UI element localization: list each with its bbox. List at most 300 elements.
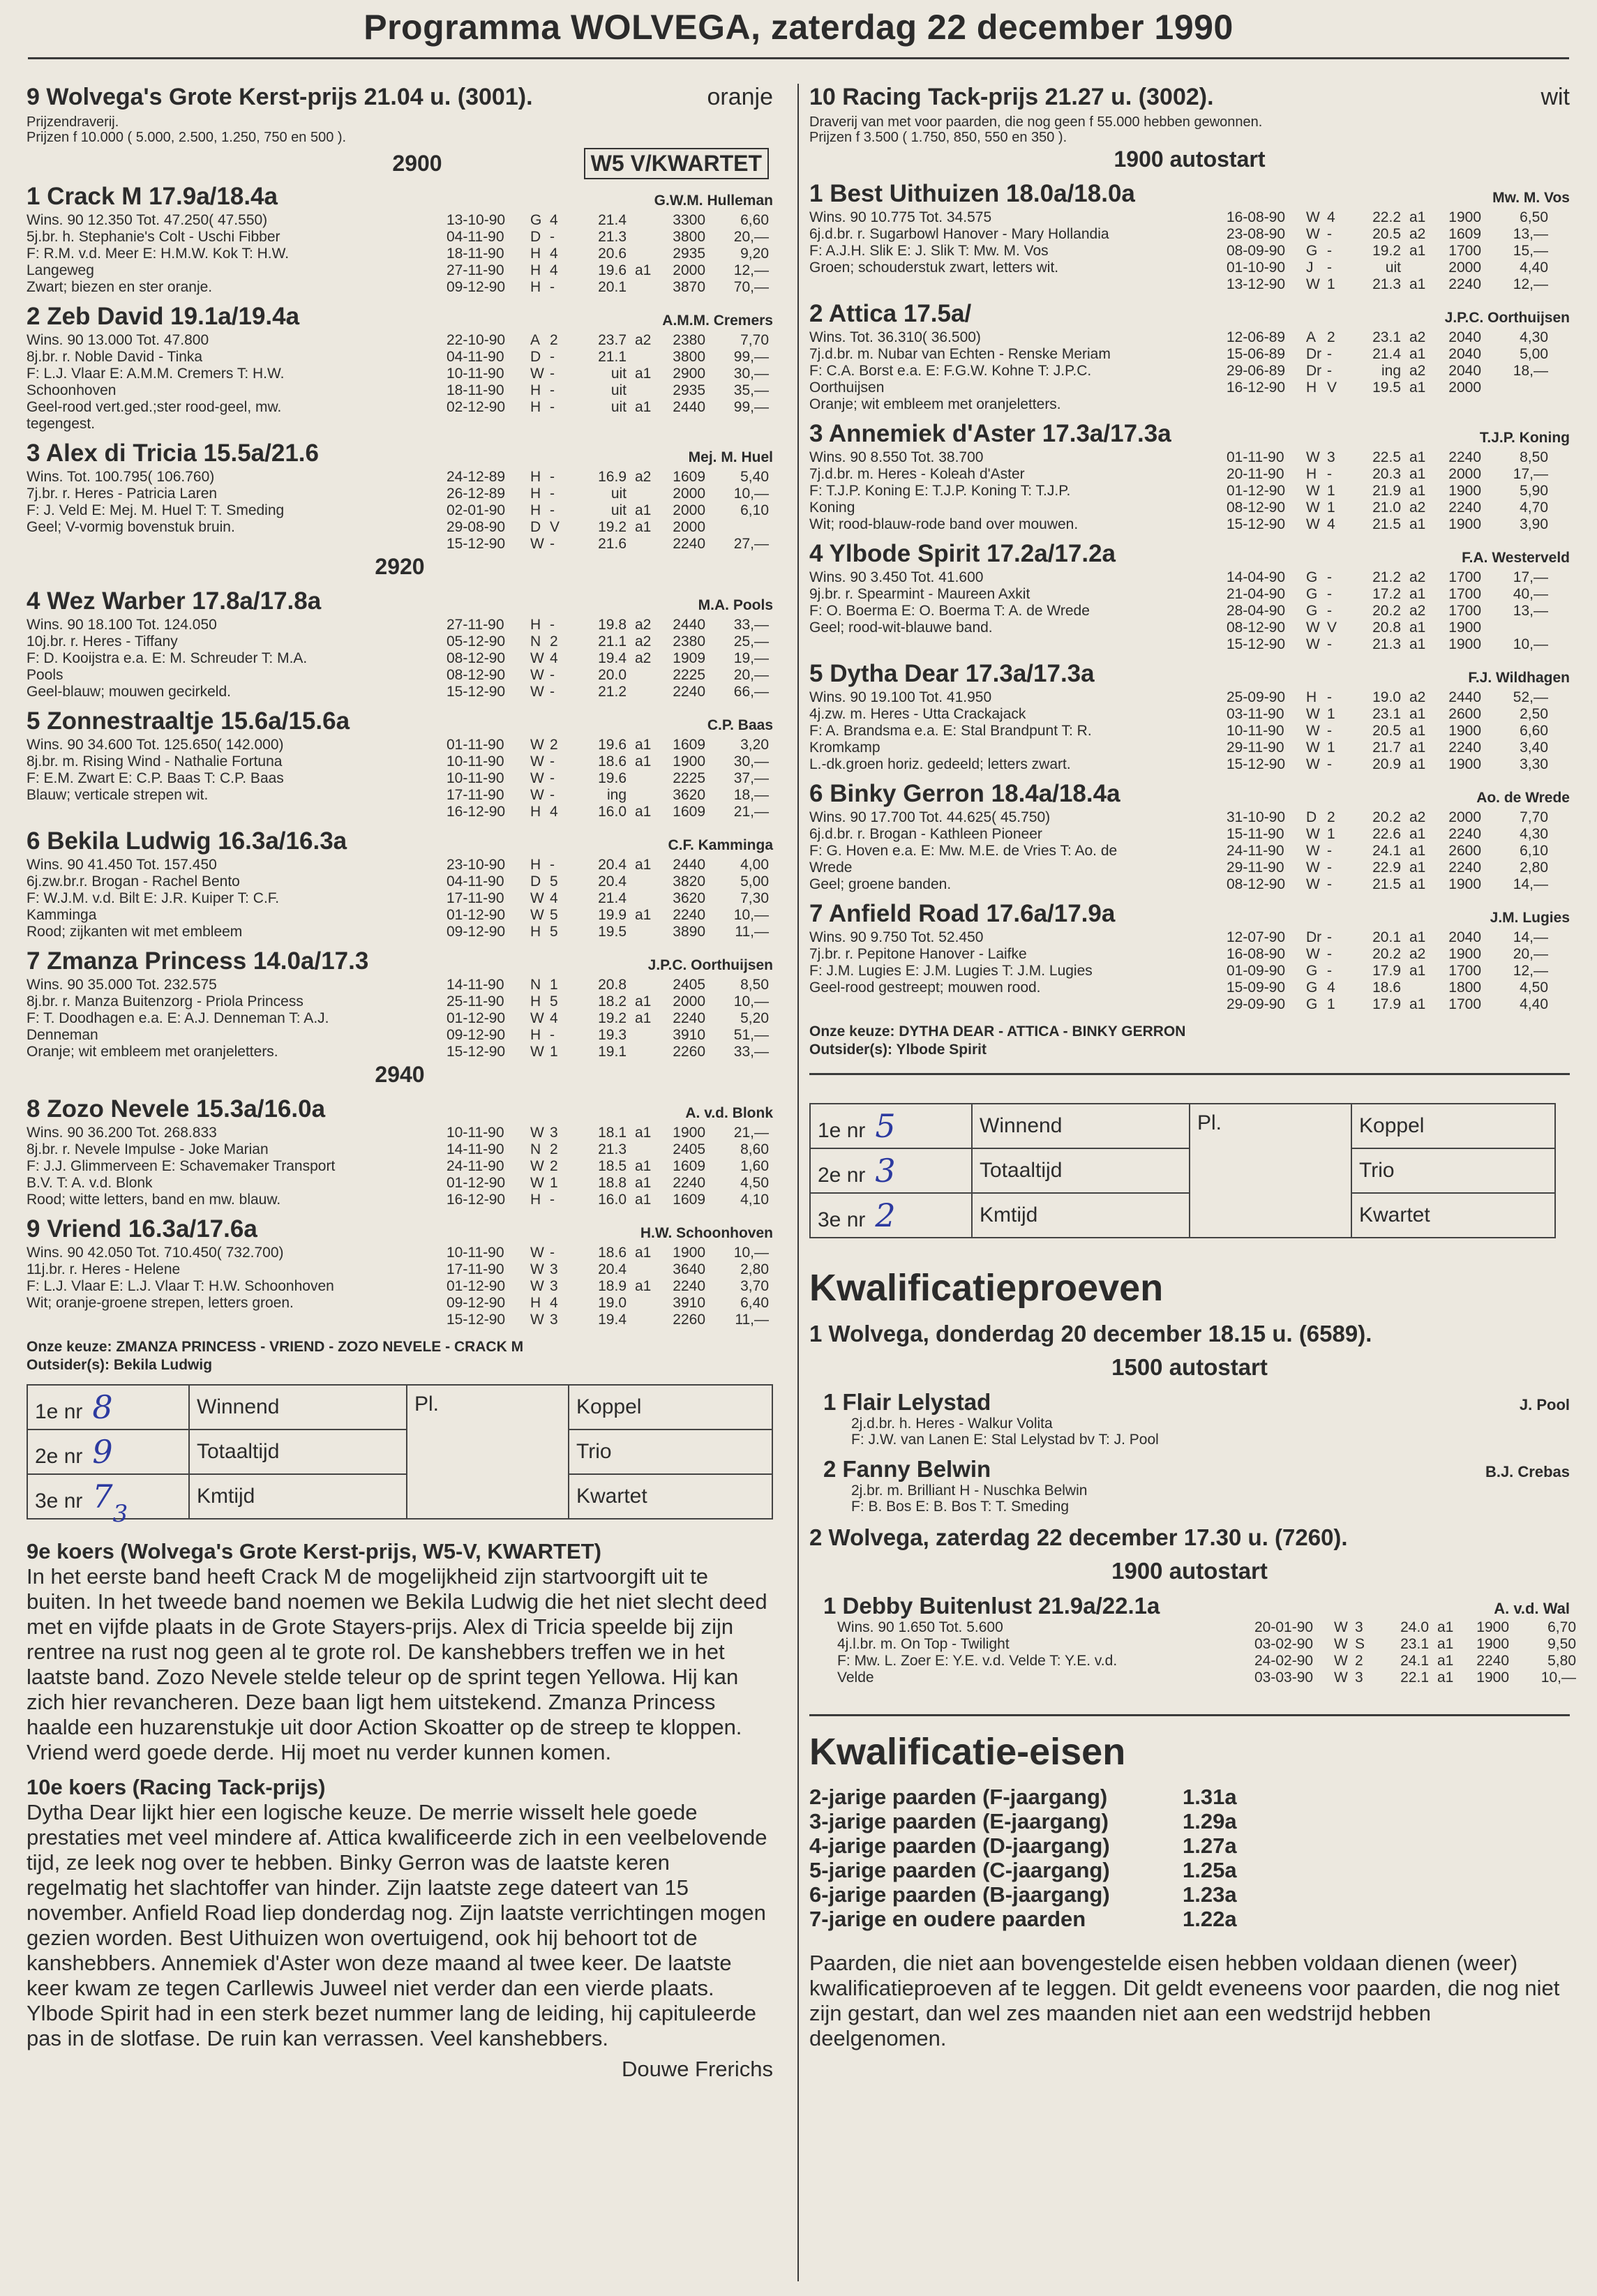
- performance-cell: 7,70: [1520, 809, 1548, 825]
- performance-cell: a2: [635, 617, 652, 633]
- race10-title: 10 Racing Tack-prijs 21.27 u. (3002).: [809, 84, 1214, 110]
- performance-cell: 99,—: [733, 349, 769, 365]
- race10-sub2: Prijzen f 3.500 ( 1.750, 850, 550 en 350 ).: [809, 130, 1067, 145]
- performance-cell: 30,—: [733, 366, 769, 382]
- performance-cell: a2: [635, 650, 652, 666]
- info-line: F: A.J.H. Slik E: J. Slik T: Mw. M. Vos: [809, 243, 1049, 259]
- performance-cell: a1: [1409, 860, 1426, 876]
- performance-row: [809, 980, 1570, 996]
- race9-outsider: Outsider(s): Bekila Ludwig: [27, 1357, 213, 1373]
- performance-cell: H: [530, 924, 541, 940]
- performance-cell: 17-11-90: [447, 1261, 504, 1277]
- info-line: 8j.br. m. Rising Wind - Nathalie Fortuna: [27, 753, 283, 770]
- performance-cell: 29-11-90: [1227, 860, 1284, 876]
- horse-entry: [809, 780, 1570, 893]
- performance-cell: -: [1327, 723, 1332, 739]
- performance-cell: 10-11-90: [1227, 723, 1284, 739]
- performance-cell: 51,—: [733, 1027, 769, 1043]
- age-class: 5-jarige paarden (C-jaargang): [809, 1858, 1110, 1882]
- performance-row: [27, 1175, 773, 1192]
- performance-row: [27, 1125, 773, 1141]
- age-class: 6-jarige paarden (B-jaargang): [809, 1882, 1110, 1907]
- performance-row: [809, 946, 1570, 963]
- performance-cell: D: [530, 519, 541, 535]
- performance-cell: 4: [550, 1010, 558, 1026]
- performance-cell: 17.9: [1372, 996, 1401, 1012]
- info-line: 6j.d.br. r. Brogan - Kathleen Pioneer: [809, 826, 1042, 842]
- performance-row: [27, 633, 773, 650]
- horse-details: [809, 569, 1570, 653]
- performance-cell: a2: [1409, 946, 1426, 962]
- info-line: Wit; rood-blauw-rode band over mouwen.: [809, 516, 1079, 532]
- performance-cell: 70,—: [733, 279, 769, 295]
- eisen-row: [809, 1785, 1570, 1809]
- distance-label: 2900: [392, 151, 442, 176]
- horse-details: [809, 929, 1570, 1013]
- horse-details: [809, 1619, 1576, 1686]
- performance-cell: 6,10: [740, 502, 769, 518]
- age-class: 7-jarige en oudere paarden: [809, 1907, 1086, 1931]
- performance-cell: 15-12-90: [447, 684, 506, 700]
- performance-row: [809, 723, 1570, 740]
- performance-cell: W: [1334, 1619, 1348, 1635]
- performance-cell: 14-11-90: [447, 1141, 504, 1157]
- performance-cell: 20.2: [1372, 946, 1401, 962]
- performance-row: [27, 399, 773, 416]
- info-line: Kromkamp: [809, 740, 880, 756]
- performance-cell: 1700: [1448, 996, 1481, 1012]
- performance-cell: 1900: [1476, 1670, 1509, 1686]
- performance-cell: 2935: [673, 246, 705, 262]
- performance-cell: 1700: [1448, 569, 1481, 585]
- horse-name: 4 Ylbode Spirit 17.2a/17.2a: [809, 540, 1116, 567]
- performance-cell: 2000: [673, 262, 705, 278]
- performance-cell: 1609: [673, 804, 705, 820]
- performance-cell: 1609: [673, 1192, 705, 1208]
- performance-cell: 09-12-90: [447, 1295, 506, 1311]
- info-line: Velde: [837, 1670, 874, 1686]
- performance-cell: 21.5: [1372, 516, 1401, 532]
- performance-cell: a1: [1409, 620, 1426, 636]
- kwal-session-1-horses: [809, 1389, 1570, 1515]
- performance-cell: 3300: [673, 212, 705, 228]
- performance-cell: 16-12-90: [447, 1192, 506, 1208]
- performance-cell: 22.1: [1400, 1670, 1429, 1686]
- performance-cell: H: [1306, 689, 1317, 705]
- performance-cell: 4: [550, 804, 558, 820]
- performance-cell: 6,50: [1520, 209, 1548, 225]
- performance-cell: -: [550, 787, 555, 803]
- horse-header: [27, 827, 773, 857]
- info-line: Wins. 90 3.450 Tot. 41.600: [809, 569, 984, 585]
- bet-row2: [810, 1148, 972, 1193]
- performance-row: [809, 329, 1570, 346]
- performance-cell: W: [530, 787, 544, 803]
- performance-row: [837, 1653, 1597, 1670]
- race10-start: 1900 autostart: [1114, 147, 1266, 172]
- performance-cell: 3: [550, 1278, 558, 1294]
- performance-cell: 3,40: [1520, 740, 1548, 756]
- performance-cell: 15-12-90: [447, 536, 506, 552]
- performance-cell: -: [1327, 929, 1332, 945]
- performance-cell: a1: [635, 1125, 652, 1141]
- performance-cell: 19.2: [598, 519, 627, 535]
- performance-cell: 04-11-90: [447, 873, 504, 890]
- info-line: Schoonhoven: [27, 382, 117, 398]
- performance-row: [809, 276, 1570, 293]
- performance-cell: a1: [635, 753, 652, 770]
- performance-cell: W: [530, 907, 544, 923]
- performance-cell: a1: [1409, 740, 1426, 756]
- performance-cell: G: [1306, 996, 1318, 1012]
- performance-cell: a1: [635, 1245, 652, 1261]
- performance-row: [809, 706, 1570, 723]
- performance-cell: 4,00: [740, 857, 769, 873]
- performance-row: [809, 929, 1570, 946]
- performance-cell: 2380: [673, 332, 705, 348]
- info-line: F: J.M. Lugies E: J.M. Lugies T: J.M. Lugies: [809, 963, 1093, 979]
- performance-row: [27, 1245, 773, 1261]
- performance-cell: 19.2: [598, 1010, 627, 1026]
- performance-cell: W: [1306, 500, 1320, 516]
- trainer-name: J.P.C. Oorthuijsen: [1444, 310, 1570, 326]
- performance-cell: -: [1327, 346, 1332, 362]
- horse-details: [809, 689, 1570, 773]
- bet-label: 2e nr: [35, 1445, 83, 1468]
- performance-cell: 21.4: [1372, 346, 1401, 362]
- handwritten-number: 3: [875, 1152, 896, 1190]
- performance-row: [837, 1619, 1597, 1636]
- performance-cell: 01-09-90: [1227, 963, 1286, 979]
- performance-cell: 20,—: [733, 667, 769, 683]
- performance-cell: 22.9: [1372, 860, 1401, 876]
- performance-cell: 1: [1327, 276, 1335, 292]
- handwritten-number: 2: [875, 1196, 896, 1234]
- info-line: 7j.d.br. m. Heres - Koleah d'Aster: [809, 466, 1025, 482]
- performance-cell: a1: [1409, 963, 1426, 979]
- performance-row: [837, 1670, 1597, 1686]
- performance-cell: 4,30: [1520, 826, 1548, 842]
- info-line: L.-dk.groen horiz. gedeeld; letters zwart.: [809, 756, 1071, 772]
- performance-row: [27, 262, 773, 279]
- horse-name: 1 Flair Lelystad: [823, 1389, 991, 1415]
- performance-cell: 08-12-90: [1227, 500, 1286, 516]
- performance-row: [809, 603, 1570, 620]
- info-line: Geel; rood-wit-blauwe band.: [809, 620, 993, 636]
- handwritten-number: 7: [92, 1478, 113, 1515]
- performance-cell: H: [530, 279, 541, 295]
- performance-cell: -: [550, 1192, 555, 1208]
- commentary: [27, 1539, 773, 2082]
- column-divider: [797, 84, 799, 2281]
- horse-name: 3 Annemiek d'Aster 17.3a/17.3a: [809, 420, 1171, 447]
- bet-koppel: Koppel: [569, 1385, 772, 1430]
- performance-cell: a2: [1409, 226, 1426, 242]
- performance-row: [809, 876, 1570, 893]
- kwal-session-2-horse: [809, 1593, 1576, 1686]
- performance-row: [809, 449, 1570, 466]
- performance-cell: 15-12-90: [447, 1312, 506, 1328]
- performance-cell: 09-12-90: [447, 279, 506, 295]
- performance-cell: 4: [1327, 980, 1335, 996]
- horse-header: [809, 540, 1570, 569]
- performance-cell: 3910: [673, 1295, 705, 1311]
- performance-cell: W: [530, 1175, 544, 1191]
- performance-cell: 14-11-90: [447, 977, 504, 993]
- performance-cell: 2,50: [1520, 706, 1548, 722]
- bet-winnend: Winnend: [189, 1385, 407, 1430]
- info-line: 7j.br. r. Pepitone Hanover - Laifke: [809, 946, 1027, 962]
- performance-cell: 18.1: [598, 1125, 627, 1141]
- horse-header: [27, 1095, 773, 1125]
- info-line: Wins. 90 35.000 Tot. 232.575: [27, 977, 217, 993]
- horse-name: 7 Anfield Road 17.6a/17.9a: [809, 900, 1116, 927]
- performance-cell: 01-10-90: [1227, 260, 1286, 276]
- trainer-name: C.F. Kamminga: [668, 837, 773, 853]
- performance-cell: 2040: [1448, 363, 1481, 379]
- performance-row: [27, 486, 773, 502]
- info-line: Geel-rood vert.ged.;ster rood-geel, mw.: [27, 399, 282, 415]
- horse-entry: [27, 947, 773, 1060]
- right-column: [809, 84, 1576, 2051]
- performance-cell: 33,—: [733, 617, 769, 633]
- performance-cell: 22.6: [1372, 826, 1401, 842]
- performance-cell: -: [550, 279, 555, 295]
- performance-cell: a1: [635, 857, 652, 873]
- performance-cell: W: [1306, 756, 1320, 772]
- horse-header: [27, 303, 773, 332]
- performance-cell: 16.0: [598, 1192, 627, 1208]
- performance-cell: 15-12-90: [1227, 636, 1286, 652]
- trainer-name: J.P.C. Oorthuijsen: [647, 957, 773, 973]
- performance-cell: 18.6: [598, 753, 627, 770]
- info-line: tegengest.: [27, 416, 96, 432]
- handwritten-number: 8: [92, 1388, 113, 1426]
- performance-cell: 01-11-90: [447, 737, 504, 753]
- info-line: Wins. 90 19.100 Tot. 41.950: [809, 689, 992, 705]
- performance-cell: N: [530, 1141, 541, 1157]
- performance-cell: 99,—: [733, 399, 769, 415]
- bet-row3: [810, 1193, 972, 1238]
- performance-cell: 2: [550, 633, 558, 650]
- info-line: Wins. 90 42.050 Tot. 710.450( 732.700): [27, 1245, 284, 1261]
- performance-cell: 16-08-90: [1227, 946, 1286, 962]
- performance-cell: 1: [550, 1175, 558, 1191]
- performance-cell: 23-10-90: [447, 857, 506, 873]
- performance-cell: -: [1327, 843, 1332, 859]
- performance-cell: 27-11-90: [447, 617, 504, 633]
- performance-cell: V: [1327, 620, 1337, 636]
- performance-cell: H: [530, 399, 541, 415]
- performance-cell: a1: [1437, 1653, 1454, 1669]
- info-line: Kamminga: [27, 907, 97, 923]
- bet-kmtijd: Kmtijd: [972, 1193, 1190, 1238]
- performance-cell: a1: [1409, 466, 1426, 482]
- trainer-name: M.A. Pools: [698, 597, 773, 613]
- bet-row1: [810, 1104, 972, 1148]
- horse-details: [809, 449, 1570, 533]
- performance-cell: 27-11-90: [447, 262, 504, 278]
- performance-table: [809, 449, 1570, 533]
- performance-cell: A: [1306, 329, 1317, 345]
- horse-details: [27, 1245, 773, 1328]
- performance-cell: 18,—: [1513, 363, 1548, 379]
- performance-cell: W: [530, 1312, 544, 1328]
- trainer-name: T.J.P. Koning: [1479, 430, 1570, 446]
- performance-cell: W: [1334, 1636, 1348, 1652]
- performance-cell: 03-03-90: [1254, 1670, 1314, 1686]
- performance-cell: 5: [550, 873, 558, 890]
- performance-cell: a1: [635, 262, 652, 278]
- performance-cell: 01-12-90: [447, 1175, 506, 1191]
- performance-cell: 1900: [1448, 876, 1481, 892]
- performance-cell: 13,—: [1513, 226, 1548, 242]
- bet-label: 3e nr: [35, 1490, 83, 1513]
- performance-cell: a1: [1409, 706, 1426, 722]
- performance-cell: -: [550, 617, 555, 633]
- performance-row: [809, 826, 1570, 843]
- performance-cell: 19.1: [598, 1044, 627, 1060]
- performance-cell: W: [1306, 276, 1320, 292]
- horse-details: [809, 209, 1570, 293]
- performance-cell: 04-11-90: [447, 229, 504, 245]
- info-line: F: L.J. Vlaar E: A.M.M. Cremers T: H.W.: [27, 366, 285, 382]
- performance-cell: W: [1306, 620, 1320, 636]
- performance-cell: 20.6: [598, 246, 627, 262]
- performance-row: [27, 349, 773, 366]
- performance-cell: W: [1306, 723, 1320, 739]
- trainer-name: Mw. M. Vos: [1492, 190, 1570, 206]
- performance-cell: 17-11-90: [447, 787, 504, 803]
- info-line: Groen; schouderstuk zwart, letters wit.: [809, 260, 1059, 276]
- trainer-name: A.M.M. Cremers: [662, 313, 773, 329]
- info-line: Geel; groene banden.: [809, 876, 952, 892]
- bet-label: 1e nr: [818, 1119, 866, 1142]
- performance-row: [27, 469, 773, 486]
- performance-cell: W: [1306, 483, 1320, 499]
- performance-cell: W: [1306, 636, 1320, 652]
- performance-cell: -: [550, 486, 555, 502]
- performance-cell: a1: [1409, 346, 1426, 362]
- info-line: F: T. Doodhagen e.a. E: A.J. Denneman T: A.J.: [27, 1010, 329, 1026]
- performance-cell: 1900: [673, 1125, 705, 1141]
- performance-cell: 1900: [1476, 1619, 1509, 1635]
- performance-cell: 4: [1327, 209, 1335, 225]
- performance-cell: 20.4: [598, 873, 627, 890]
- performance-cell: 21.5: [1372, 876, 1401, 892]
- info-line: F: D. Kooijstra e.a. E: M. Schreuder T: M.A.: [27, 650, 308, 666]
- performance-cell: 20.5: [1372, 723, 1401, 739]
- performance-cell: -: [550, 857, 555, 873]
- performance-cell: 01-11-90: [1227, 449, 1284, 465]
- performance-cell: 12-06-89: [1227, 329, 1286, 345]
- performance-row: [27, 1312, 773, 1328]
- performance-cell: 27,—: [733, 536, 769, 552]
- performance-cell: 23.1: [1372, 706, 1401, 722]
- performance-cell: a1: [1409, 586, 1426, 602]
- performance-cell: 15-11-90: [1227, 826, 1284, 842]
- performance-cell: 21,—: [733, 804, 769, 820]
- info-line: Wins. 90 8.550 Tot. 38.700: [809, 449, 984, 465]
- performance-cell: 21.0: [1372, 500, 1401, 516]
- performance-cell: 5: [550, 907, 558, 923]
- performance-cell: 1609: [1448, 226, 1481, 242]
- performance-cell: a2: [1409, 500, 1426, 516]
- performance-row: [27, 536, 773, 553]
- performance-cell: 40,—: [1513, 586, 1548, 602]
- performance-cell: 19.2: [1372, 243, 1401, 259]
- performance-row: [809, 380, 1570, 396]
- performance-cell: 21-04-90: [1227, 586, 1286, 602]
- performance-row: [27, 857, 773, 873]
- performance-cell: 02-01-90: [447, 502, 506, 518]
- performance-cell: 2: [1327, 809, 1335, 825]
- performance-cell: 2,80: [1520, 860, 1548, 876]
- performance-cell: 09-12-90: [447, 1027, 506, 1043]
- performance-cell: 18-11-90: [447, 246, 504, 262]
- performance-cell: 4: [550, 246, 558, 262]
- bet-trio: Trio: [569, 1430, 772, 1474]
- info-line: F: J. Veld E: Mej. M. Huel T: T. Smeding: [27, 502, 285, 518]
- performance-cell: 25-09-90: [1227, 689, 1286, 705]
- performance-cell: a1: [1409, 380, 1426, 396]
- performance-cell: 1700: [1448, 963, 1481, 979]
- performance-row: [809, 756, 1570, 773]
- performance-cell: 2240: [673, 1278, 705, 1294]
- performance-cell: G: [1306, 569, 1318, 585]
- performance-cell: 29-09-90: [1227, 996, 1286, 1012]
- performance-cell: a1: [1409, 756, 1426, 772]
- performance-cell: 20-11-90: [1227, 466, 1284, 482]
- performance-cell: 5,80: [1547, 1653, 1576, 1669]
- performance-cell: 17,—: [1513, 466, 1548, 482]
- info-line: 10j.br. r. Heres - Tiffany: [27, 633, 178, 650]
- performance-cell: 2440: [673, 399, 705, 415]
- performance-cell: 21.2: [1372, 569, 1401, 585]
- performance-cell: 21.3: [598, 229, 627, 245]
- performance-cell: W: [530, 1010, 544, 1026]
- performance-cell: W: [530, 753, 544, 770]
- performance-cell: 08-12-90: [447, 667, 506, 683]
- performance-cell: -: [550, 536, 555, 552]
- performance-cell: 2040: [1448, 329, 1481, 345]
- performance-row: [27, 1044, 773, 1060]
- performance-cell: H: [530, 246, 541, 262]
- performance-cell: H: [530, 993, 541, 1010]
- performance-cell: H: [530, 262, 541, 278]
- performance-cell: a1: [1409, 723, 1426, 739]
- performance-cell: W: [1306, 740, 1320, 756]
- horse-details: [809, 809, 1570, 893]
- handwritten-number: 9: [92, 1433, 113, 1471]
- performance-cell: 29-06-89: [1227, 363, 1286, 379]
- performance-cell: 3: [1355, 1619, 1363, 1635]
- performance-cell: 21.4: [598, 890, 627, 906]
- performance-cell: 25,—: [733, 633, 769, 650]
- performance-cell: 3: [550, 1125, 558, 1141]
- performance-row: [27, 279, 773, 296]
- bet-kwartet: Kwartet: [569, 1474, 772, 1519]
- performance-cell: a1: [635, 993, 652, 1010]
- performance-cell: 30,—: [733, 753, 769, 770]
- performance-row: [27, 977, 773, 993]
- performance-cell: 16.9: [598, 469, 627, 485]
- race9-horse-list: [27, 183, 773, 1328]
- performance-cell: a1: [1409, 449, 1426, 465]
- bet-pl: Pl.: [407, 1385, 569, 1519]
- performance-cell: 3820: [673, 873, 705, 890]
- performance-cell: 24-12-89: [447, 469, 506, 485]
